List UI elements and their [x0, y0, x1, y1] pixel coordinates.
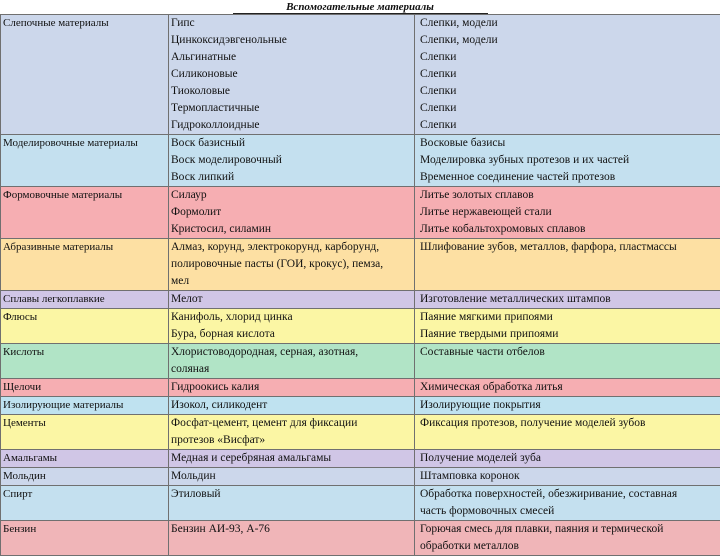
use-item: Получение моделей зуба: [420, 450, 718, 467]
use-item: Химическая обработка литья: [420, 379, 718, 396]
use-item: Изготовление металлических штампов: [420, 291, 718, 308]
materials-cell: [169, 135, 415, 187]
materials-cell: [169, 486, 415, 521]
category-cell: [1, 135, 169, 187]
material-item: Формолит: [171, 204, 412, 221]
use-item: Обработка поверхностей, обезжиривание, составная: [420, 486, 718, 503]
table-row: [1, 486, 720, 521]
use-item: Слепки: [420, 49, 718, 66]
category-label: Амальгамы: [3, 450, 166, 467]
materials-cell: [169, 521, 415, 556]
material-item: Воск базисный: [171, 135, 412, 152]
materials-cell: [169, 397, 415, 415]
material-item: Альгинатные: [171, 49, 412, 66]
uses-cell: [415, 239, 720, 291]
category-cell: [1, 521, 169, 556]
category-cell: [1, 450, 169, 468]
material-item: Воск липкий: [171, 169, 412, 186]
use-item: Горючая смесь для плавки, паяния и термической: [420, 521, 718, 538]
material-item: Хлористоводородная, серная, азотная,: [171, 344, 412, 361]
uses-cell: [415, 397, 720, 415]
use-item: часть формовочных смесей: [420, 503, 718, 520]
material-item: мел: [171, 273, 412, 290]
uses-cell: [415, 486, 720, 521]
use-item: Литье кобальтохромовых сплавов: [420, 221, 718, 238]
category-label: Щелочи: [3, 379, 166, 396]
use-item: Литье нержавеющей стали: [420, 204, 718, 221]
category-label: Спирт: [3, 486, 166, 503]
use-item: Составные части отбелов: [420, 344, 718, 361]
category-cell: [1, 486, 169, 521]
material-item: Гипс: [171, 15, 412, 32]
table-row: [1, 15, 720, 135]
material-item: Бура, борная кислота: [171, 326, 412, 343]
material-item: Кристосил, силамин: [171, 221, 412, 238]
category-cell: [1, 15, 169, 135]
table-row: [1, 450, 720, 468]
table-row: [1, 344, 720, 379]
materials-cell: [169, 15, 415, 135]
use-item: Временное соединение частей протезов: [420, 169, 718, 186]
use-item: Слепки: [420, 83, 718, 100]
use-item: Литье золотых сплавов: [420, 187, 718, 204]
uses-cell: [415, 291, 720, 309]
material-item: Гидроокись калия: [171, 379, 412, 396]
uses-cell: [415, 379, 720, 397]
category-cell: [1, 397, 169, 415]
material-item: Алмаз, корунд, электрокорунд, карборунд,: [171, 239, 412, 256]
category-cell: [1, 468, 169, 486]
category-cell: [1, 415, 169, 450]
category-cell: [1, 379, 169, 397]
use-item: Фиксация протезов, получение моделей зубов: [420, 415, 718, 432]
category-cell: [1, 187, 169, 239]
material-item: Силиконовые: [171, 66, 412, 83]
table-row: [1, 415, 720, 450]
table-row: [1, 291, 720, 309]
uses-cell: [415, 15, 720, 135]
material-item: Бензин АИ-93, А-76: [171, 521, 412, 538]
materials-table: [0, 14, 720, 556]
category-cell: [1, 291, 169, 309]
category-label: Кислоты: [3, 344, 166, 361]
table-row: [1, 379, 720, 397]
category-label: Изолирующие материалы: [3, 397, 166, 414]
materials-cell: [169, 309, 415, 344]
material-item: Гидроколлоидные: [171, 117, 412, 134]
table-row: [1, 309, 720, 344]
category-cell: [1, 239, 169, 291]
category-label: Моделировочные материалы: [3, 135, 166, 152]
materials-table-body: [1, 15, 720, 556]
materials-cell: [169, 344, 415, 379]
material-item: Медная и серебряная амальгамы: [171, 450, 412, 467]
table-row: [1, 397, 720, 415]
material-item: Этиловый: [171, 486, 412, 503]
use-item: Моделировка зубных протезов и их частей: [420, 152, 718, 169]
materials-cell: [169, 379, 415, 397]
material-item: полировочные пасты (ГОИ, крокус), пемза,: [171, 256, 412, 273]
category-label: Формовочные материалы: [3, 187, 166, 204]
uses-cell: [415, 309, 720, 344]
category-label: Цементы: [3, 415, 166, 432]
category-label: Слепочные материалы: [3, 15, 166, 32]
use-item: Восковые базисы: [420, 135, 718, 152]
uses-cell: [415, 187, 720, 239]
material-item: Мольдин: [171, 468, 412, 485]
table-row: [1, 187, 720, 239]
materials-cell: [169, 468, 415, 486]
use-item: Слепки: [420, 100, 718, 117]
material-item: протезов «Висфат»: [171, 432, 412, 449]
category-label: Мольдин: [3, 468, 166, 485]
material-item: Цинкоксидэвгенольные: [171, 32, 412, 49]
use-item: Слепки: [420, 117, 718, 134]
page-title: Вспомогательные материалы: [0, 0, 720, 14]
use-item: Слепки: [420, 66, 718, 83]
category-label: Сплавы легкоплавкие: [3, 291, 166, 308]
uses-cell: [415, 415, 720, 450]
material-item: Изокол, силикодент: [171, 397, 412, 414]
materials-cell: [169, 187, 415, 239]
material-item: Тиоколовые: [171, 83, 412, 100]
category-cell: [1, 309, 169, 344]
material-item: Термопластичные: [171, 100, 412, 117]
category-label: Флюсы: [3, 309, 166, 326]
uses-cell: [415, 450, 720, 468]
use-item: обработки металлов: [420, 538, 718, 555]
materials-cell: [169, 291, 415, 309]
uses-cell: [415, 468, 720, 486]
use-item: Шлифование зубов, металлов, фарфора, пластмассы: [420, 239, 718, 256]
category-label: Абразивные материалы: [3, 239, 166, 256]
material-item: Силаур: [171, 187, 412, 204]
table-row: [1, 521, 720, 556]
use-item: Паяние твердыми припоями: [420, 326, 718, 343]
uses-cell: [415, 135, 720, 187]
use-item: Штамповка коронок: [420, 468, 718, 485]
materials-cell: [169, 450, 415, 468]
use-item: Слепки, модели: [420, 15, 718, 32]
table-row: [1, 135, 720, 187]
material-item: Воск моделировочный: [171, 152, 412, 169]
table-row: [1, 239, 720, 291]
category-label: Бензин: [3, 521, 166, 538]
materials-cell: [169, 415, 415, 450]
material-item: Мелот: [171, 291, 412, 308]
use-item: Изолирующие покрытия: [420, 397, 718, 414]
use-item: Паяние мягкими припоями: [420, 309, 718, 326]
use-item: Слепки, модели: [420, 32, 718, 49]
uses-cell: [415, 521, 720, 556]
table-row: [1, 468, 720, 486]
materials-cell: [169, 239, 415, 291]
material-item: соляная: [171, 361, 412, 378]
uses-cell: [415, 344, 720, 379]
material-item: Канифоль, хлорид цинка: [171, 309, 412, 326]
category-cell: [1, 344, 169, 379]
material-item: Фосфат-цемент, цемент для фиксации: [171, 415, 412, 432]
